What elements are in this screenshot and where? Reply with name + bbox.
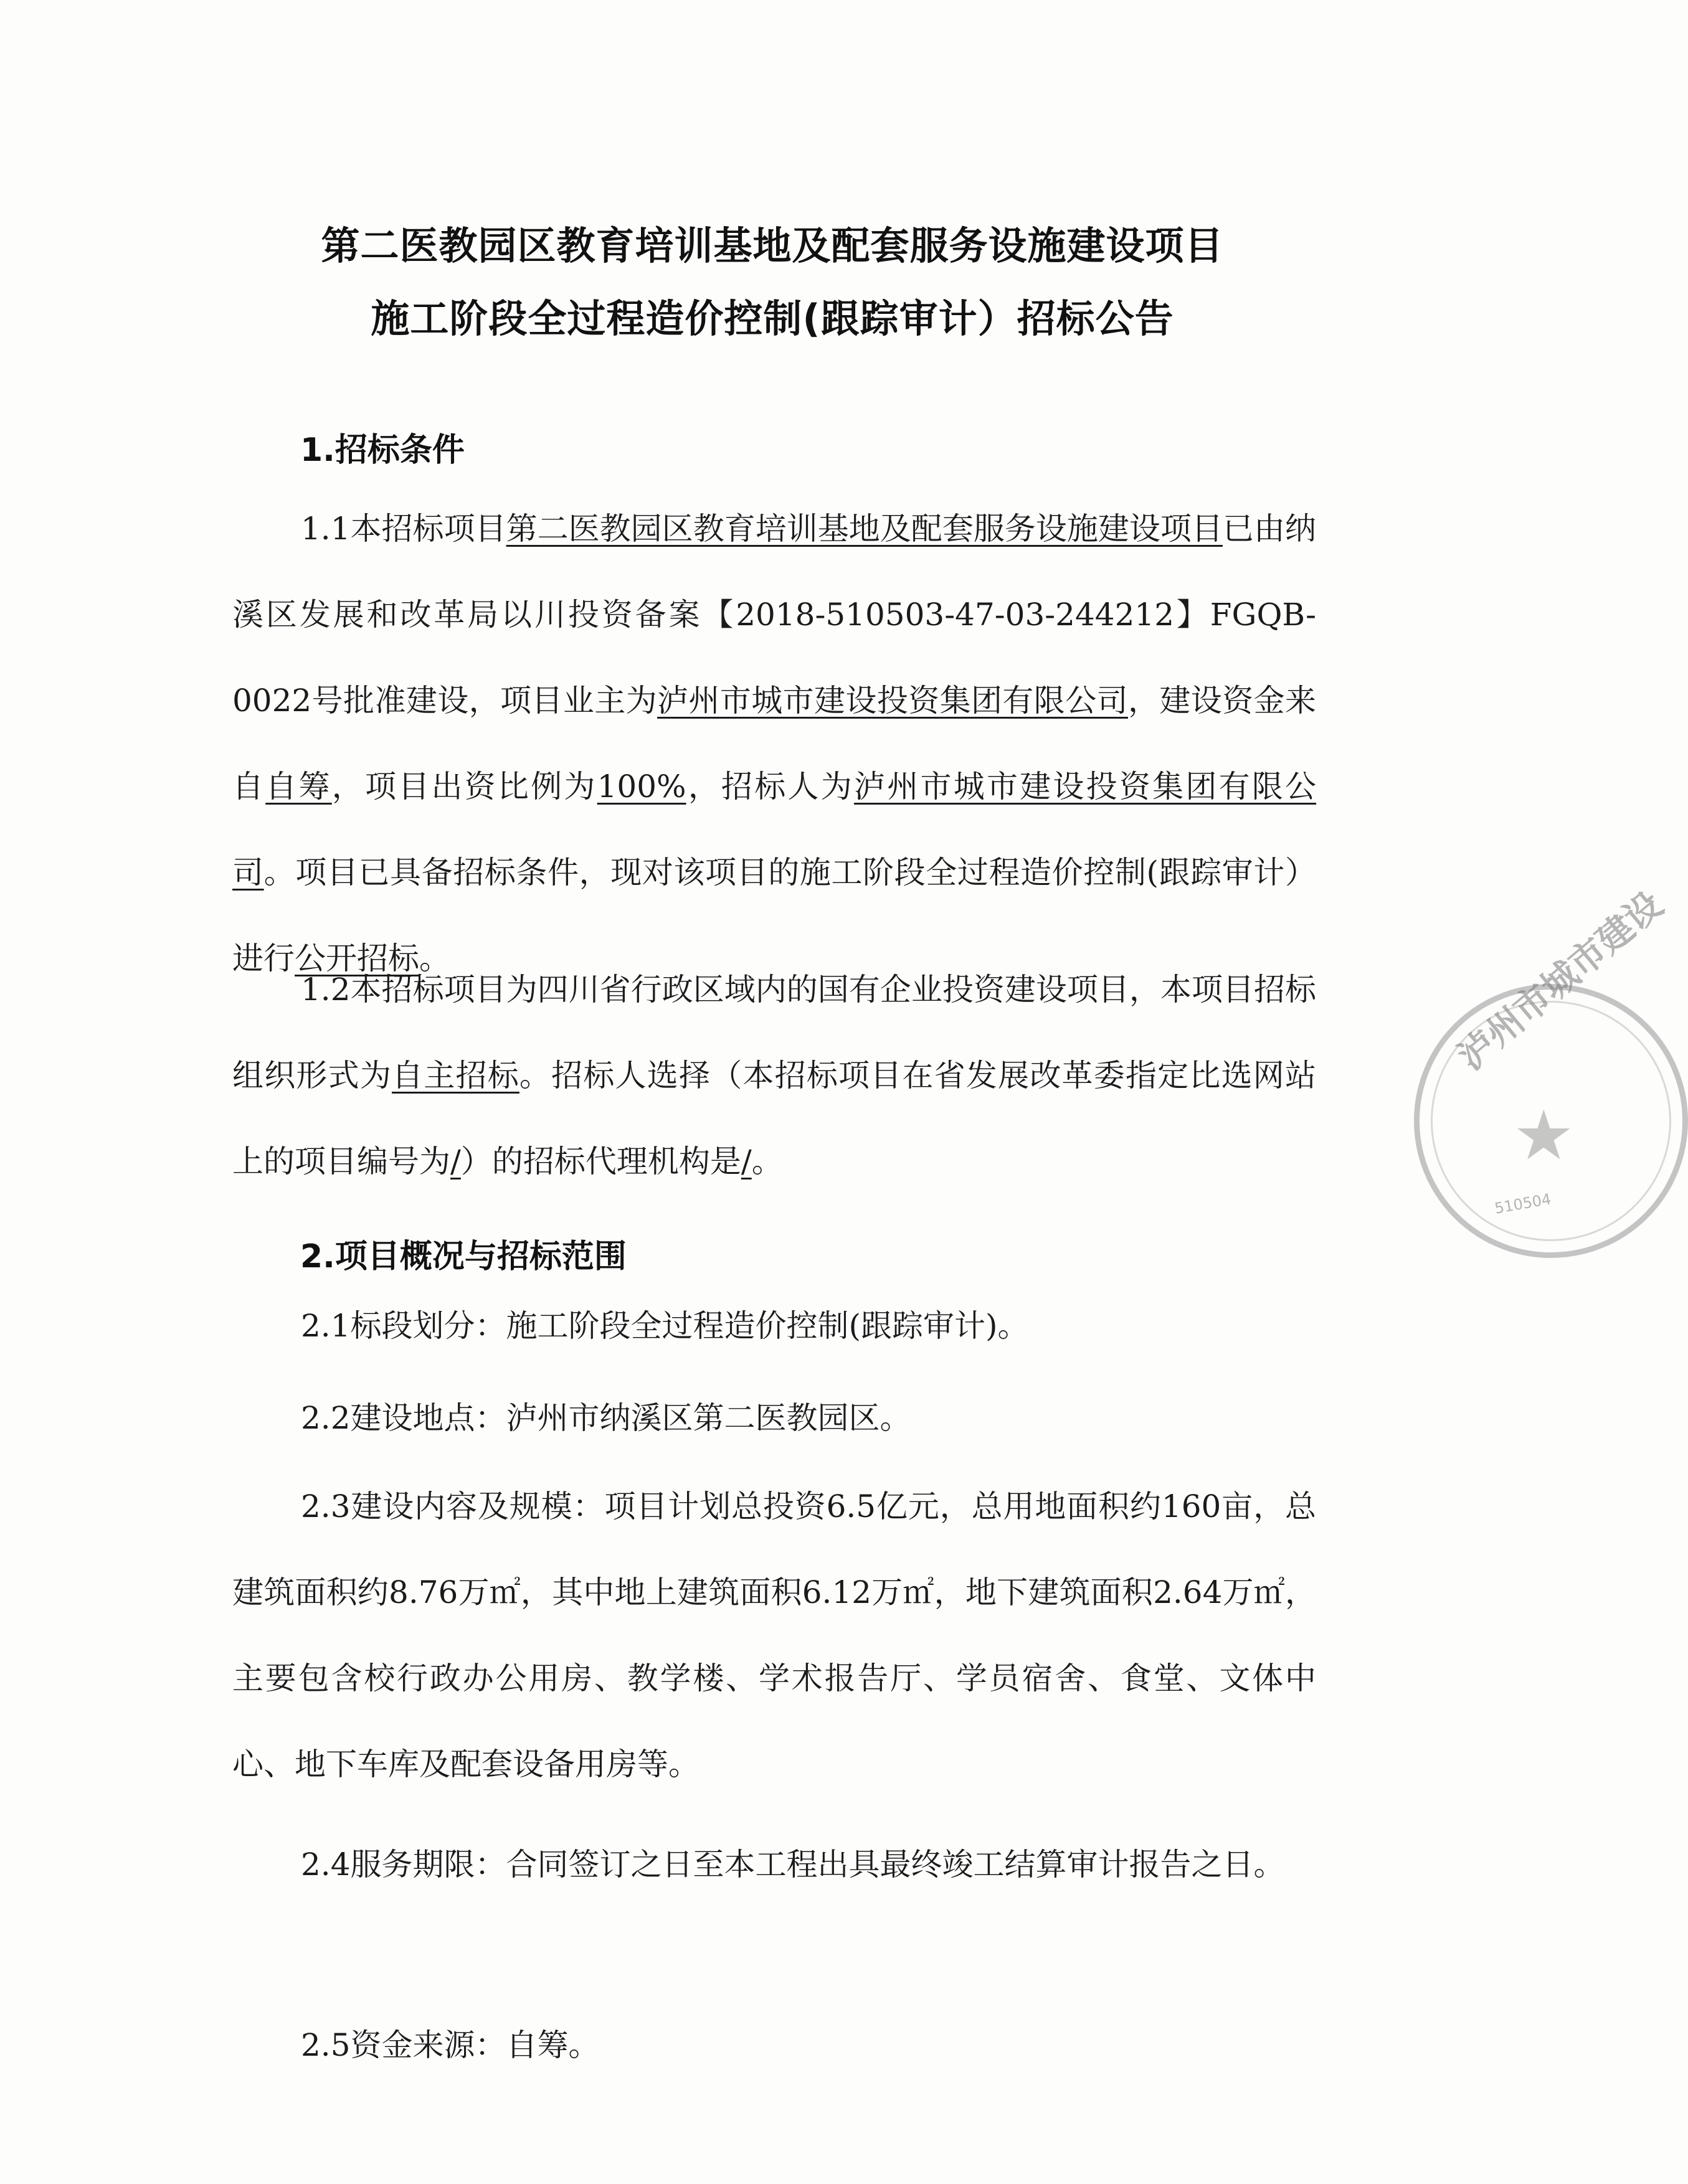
paragraph-2-5: 2.5资金来源：自筹。 [301,2027,600,2063]
seal-code: 510504 [1493,1190,1553,1217]
project-owner: 泸州市城市建设投资集团有限公司 [657,683,1129,719]
document-title-line-2: 施工阶段全过程造价控制(跟踪审计）招标公告 [371,296,1174,341]
tender-method: 公开招标 [295,940,419,976]
paragraph-1-1: 1.1本招标项目第二医教园区教育培训基地及配套服务设施建设项目已由纳溪区发展和改革局以川投资备案【2018-510503-47-03-244212】FGQB-0022号批准建设，项目业主为泸州市城市建设投资集团有限公司，建设资金来自自筹，项目出资比例为100%，招标人为泸州市城市建设投资集团有限公司。项目已具备招标条件，现对该项目的施工阶段全过程造价控制(跟踪审计）进行公开招标。 [232,511,1317,976]
seal-star-icon: ★ [1513,1095,1575,1175]
paragraph-2-4: 2.4服务期限：合同签订之日至本工程出具最终竣工结算审计报告之日。 [301,1846,1285,1883]
paragraph-2-3: 2.3建设内容及规模：项目计划总投资6.5亿元，总用地面积约160亩，总建筑面积约8.76万㎡，其中地上建筑面积6.12万㎡，地下建筑面积2.64万㎡，主要包含校行政办公用房、教学楼、学术报告厅、学员宿舍、食堂、文体中心、地下车库及配套设备用房等。 [232,1488,1316,1782]
paragraph-2-2: 2.2建设地点：泸州市纳溪区第二医教园区。 [301,1400,911,1436]
seal-text: 泸州市城市建设 [1449,882,1671,1079]
paragraph-1-2: 1.2本招标项目为四川省行政区域内的国有企业投资建设项目，本项目招标组织形式为自主招标。招标人选择（本招标项目在省发展改革委指定比选网站上的项目编号为/）的招标代理机构是/。 [232,971,1317,1179]
document-title-line-1: 第二医教园区教育培训基地及配套服务设施建设项目 [321,223,1224,268]
section-heading-bidding-conditions: 1.招标条件 [300,432,465,469]
paragraph-2-1: 2.1标段划分：施工阶段全过程造价控制(跟踪审计)。 [301,1308,1029,1344]
funding-ratio: 100% [597,768,686,805]
project-name: 第二医教园区教育培训基地及配套服务设施建设项目 [506,511,1223,547]
official-seal [1414,882,1688,1258]
organization-form: 自主招标 [392,1057,519,1094]
section-heading-project-overview: 2.项目概况与招标范围 [300,1238,627,1275]
funding-source: 自筹 [265,768,332,805]
tenderer: 泸州市城市建设投资集团有限公司 [232,768,1317,891]
agency-name: / [741,1143,752,1179]
project-number: / [450,1143,461,1179]
